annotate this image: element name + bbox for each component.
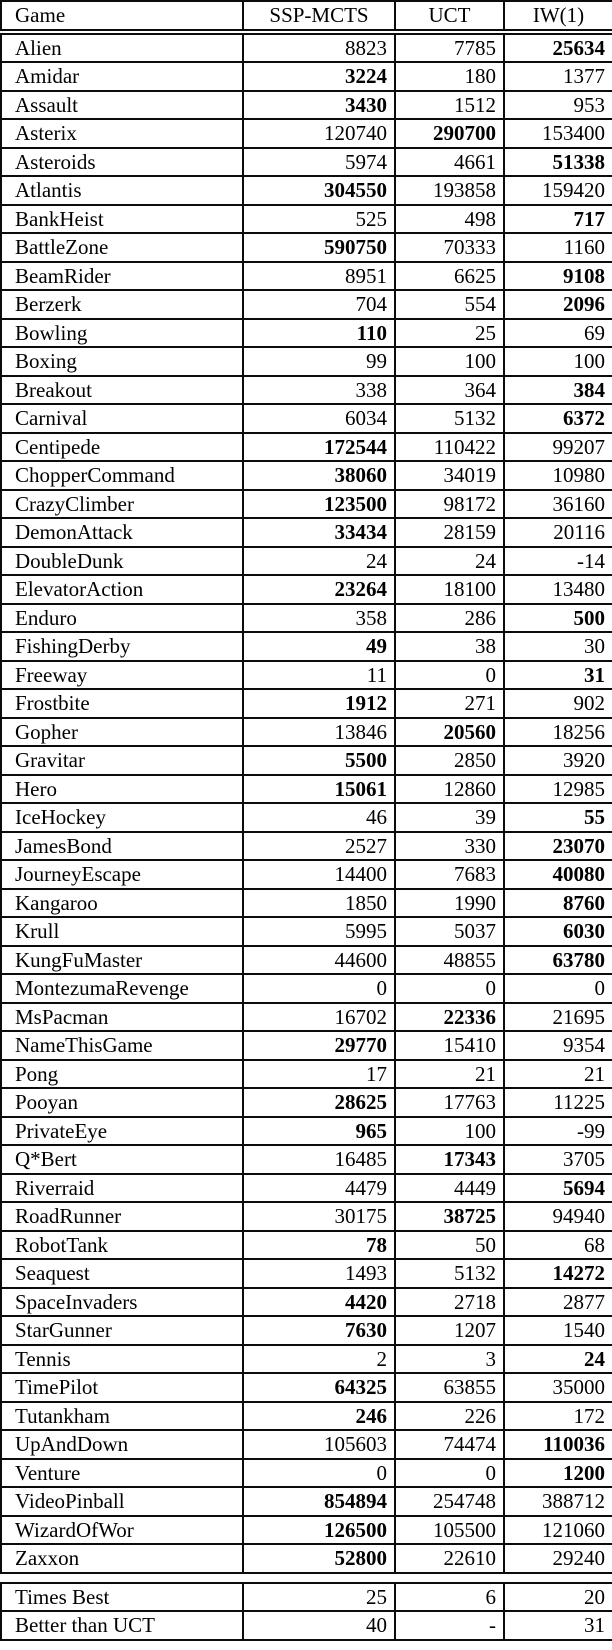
score-cell-iw-1: 40080 (504, 860, 612, 889)
game-name-cell: Amidar (1, 62, 243, 91)
score-cell-uct: 290700 (395, 119, 504, 148)
score-cell-iw-1: 153400 (504, 119, 612, 148)
score-cell-iw-1: 21 (504, 1060, 612, 1089)
score-cell-uct: 271 (395, 689, 504, 718)
score-cell-iw-1: 9108 (504, 262, 612, 291)
score-cell-iw-1: 14272 (504, 1259, 612, 1288)
score-cell-uct: 20560 (395, 718, 504, 747)
game-name-cell: Pong (1, 1060, 243, 1089)
table-row (1, 1231, 612, 1260)
score-cell-uct: 50 (395, 1231, 504, 1260)
game-name-cell: SpaceInvaders (1, 1288, 243, 1317)
score-cell-ssp-mcts: 1912 (243, 689, 395, 718)
game-name-cell: Boxing (1, 347, 243, 376)
score-cell-ssp-mcts: 338 (243, 376, 395, 405)
score-cell-iw-1: 25634 (504, 34, 612, 63)
table-row (1, 974, 612, 1003)
game-name-cell: VideoPinball (1, 1487, 243, 1516)
table-row (1, 803, 612, 832)
table-row (1, 1402, 612, 1431)
score-cell-uct: 5037 (395, 917, 504, 946)
game-name-cell: MontezumaRevenge (1, 974, 243, 1003)
score-cell-uct: 100 (395, 1117, 504, 1146)
game-name-cell: Freeway (1, 661, 243, 690)
score-cell-uct: 6625 (395, 262, 504, 291)
table-row (1, 91, 612, 120)
game-name-cell: NameThisGame (1, 1031, 243, 1060)
game-name-cell: Asteroids (1, 148, 243, 177)
game-name-cell: Assault (1, 91, 243, 120)
score-cell-uct: 21 (395, 1060, 504, 1089)
summary-row (1, 1583, 612, 1612)
table-row (1, 290, 612, 319)
table-row (1, 404, 612, 433)
score-cell-uct: 1207 (395, 1316, 504, 1345)
score-cell-ssp-mcts: 7630 (243, 1316, 395, 1345)
score-cell-ssp-mcts: 52800 (243, 1544, 395, 1573)
score-cell-uct: 22610 (395, 1544, 504, 1573)
score-cell-uct: 4661 (395, 148, 504, 177)
table-row (1, 689, 612, 718)
score-cell-uct: 554 (395, 290, 504, 319)
table-row (1, 889, 612, 918)
score-cell-ssp-mcts: 15061 (243, 775, 395, 804)
score-cell-uct: 3 (395, 1345, 504, 1374)
table-row (1, 34, 612, 63)
game-name-cell: Tutankham (1, 1402, 243, 1431)
score-cell-ssp-mcts: 44600 (243, 946, 395, 975)
game-name-cell: UpAndDown (1, 1430, 243, 1459)
score-cell-uct: 98172 (395, 490, 504, 519)
table-row (1, 661, 612, 690)
game-name-cell: WizardOfWor (1, 1516, 243, 1545)
score-cell-iw-1: 172 (504, 1402, 612, 1431)
score-cell-uct: 7683 (395, 860, 504, 889)
score-cell-uct: 2718 (395, 1288, 504, 1317)
score-cell-iw-1: 99207 (504, 433, 612, 462)
table-row (1, 1345, 612, 1374)
score-cell-iw-1: 31 (504, 661, 612, 690)
table-row (1, 205, 612, 234)
score-cell-iw-1: -99 (504, 1117, 612, 1146)
score-cell-ssp-mcts: 17 (243, 1060, 395, 1089)
table-row (1, 1202, 612, 1231)
table-row (1, 1544, 612, 1573)
score-cell-iw-1: 20 (504, 1583, 612, 1612)
score-cell-ssp-mcts: 46 (243, 803, 395, 832)
summary-label-cell: Times Best (1, 1583, 243, 1612)
score-cell-ssp-mcts: 33434 (243, 518, 395, 547)
game-name-cell: JourneyEscape (1, 860, 243, 889)
table-row (1, 461, 612, 490)
column-header-game: Game (1, 1, 243, 30)
score-cell-uct: 48855 (395, 946, 504, 975)
score-cell-uct: 34019 (395, 461, 504, 490)
score-cell-iw-1: 717 (504, 205, 612, 234)
score-cell-ssp-mcts: 126500 (243, 1516, 395, 1545)
score-cell-ssp-mcts: 246 (243, 1402, 395, 1431)
score-cell-ssp-mcts: 14400 (243, 860, 395, 889)
game-name-cell: RoadRunner (1, 1202, 243, 1231)
game-name-cell: Asterix (1, 119, 243, 148)
score-cell-ssp-mcts: 0 (243, 974, 395, 1003)
score-cell-ssp-mcts: 4420 (243, 1288, 395, 1317)
score-cell-iw-1: 110036 (504, 1430, 612, 1459)
score-cell-uct: 18100 (395, 575, 504, 604)
score-cell-uct: 2850 (395, 746, 504, 775)
table-row (1, 860, 612, 889)
summary-row (1, 1611, 612, 1640)
score-cell-uct: 15410 (395, 1031, 504, 1060)
score-cell-ssp-mcts: 16702 (243, 1003, 395, 1032)
game-name-cell: BankHeist (1, 205, 243, 234)
game-name-cell: Seaquest (1, 1259, 243, 1288)
score-cell-uct: 17343 (395, 1145, 504, 1174)
score-cell-uct: 100 (395, 347, 504, 376)
score-cell-uct: 74474 (395, 1430, 504, 1459)
score-cell-uct: 38725 (395, 1202, 504, 1231)
table-row (1, 233, 612, 262)
game-name-cell: Kangaroo (1, 889, 243, 918)
score-cell-uct: 12860 (395, 775, 504, 804)
score-cell-iw-1: 3705 (504, 1145, 612, 1174)
score-cell-ssp-mcts: 23264 (243, 575, 395, 604)
score-cell-iw-1: 902 (504, 689, 612, 718)
score-cell-ssp-mcts: 13846 (243, 718, 395, 747)
score-cell-iw-1: 6030 (504, 917, 612, 946)
summary-section-gap (0, 1574, 612, 1582)
table-row (1, 319, 612, 348)
table-row (1, 575, 612, 604)
score-cell-ssp-mcts: 78 (243, 1231, 395, 1260)
score-cell-iw-1: 5694 (504, 1174, 612, 1203)
score-cell-uct: 38 (395, 632, 504, 661)
table-row (1, 718, 612, 747)
score-cell-uct: 226 (395, 1402, 504, 1431)
game-name-cell: Krull (1, 917, 243, 946)
score-cell-ssp-mcts: 172544 (243, 433, 395, 462)
score-cell-iw-1: 23070 (504, 832, 612, 861)
table-row (1, 262, 612, 291)
score-cell-uct: 24 (395, 547, 504, 576)
summary-label-cell: Better than UCT (1, 1611, 243, 1640)
score-cell-iw-1: 63780 (504, 946, 612, 975)
table-row (1, 917, 612, 946)
table-row (1, 490, 612, 519)
score-cell-iw-1: 24 (504, 1345, 612, 1374)
game-name-cell: PrivateEye (1, 1117, 243, 1146)
score-cell-ssp-mcts: 123500 (243, 490, 395, 519)
score-cell-ssp-mcts: 304550 (243, 176, 395, 205)
table-row (1, 62, 612, 91)
table-row (1, 1174, 612, 1203)
score-cell-iw-1: 55 (504, 803, 612, 832)
score-cell-uct: 180 (395, 62, 504, 91)
score-cell-ssp-mcts: 28625 (243, 1088, 395, 1117)
score-cell-iw-1: 35000 (504, 1373, 612, 1402)
score-cell-ssp-mcts: 16485 (243, 1145, 395, 1174)
score-cell-uct: 0 (395, 661, 504, 690)
table-row (1, 1316, 612, 1345)
score-cell-iw-1: 94940 (504, 1202, 612, 1231)
score-cell-iw-1: 1377 (504, 62, 612, 91)
score-cell-ssp-mcts: 30175 (243, 1202, 395, 1231)
game-name-cell: Gopher (1, 718, 243, 747)
score-cell-ssp-mcts: 40 (243, 1611, 395, 1640)
score-cell-iw-1: 100 (504, 347, 612, 376)
game-name-cell: Centipede (1, 433, 243, 462)
score-cell-iw-1: 0 (504, 974, 612, 1003)
score-cell-uct: 4449 (395, 1174, 504, 1203)
game-name-cell: CrazyClimber (1, 490, 243, 519)
score-cell-ssp-mcts: 525 (243, 205, 395, 234)
table-row (1, 746, 612, 775)
score-cell-iw-1: 1200 (504, 1459, 612, 1488)
score-cell-ssp-mcts: 11 (243, 661, 395, 690)
score-cell-ssp-mcts: 24 (243, 547, 395, 576)
game-name-cell: Carnival (1, 404, 243, 433)
score-cell-uct: 0 (395, 1459, 504, 1488)
score-cell-uct: 70333 (395, 233, 504, 262)
game-name-cell: Bowling (1, 319, 243, 348)
score-cell-ssp-mcts: 8823 (243, 34, 395, 63)
score-cell-uct: 364 (395, 376, 504, 405)
game-name-cell: DoubleDunk (1, 547, 243, 576)
score-cell-ssp-mcts: 120740 (243, 119, 395, 148)
score-cell-ssp-mcts: 2 (243, 1345, 395, 1374)
column-header-iw-1: IW(1) (504, 1, 612, 30)
game-name-cell: Berzerk (1, 290, 243, 319)
table-row (1, 604, 612, 633)
table-row (1, 1117, 612, 1146)
score-cell-iw-1: 1160 (504, 233, 612, 262)
game-name-cell: Tennis (1, 1345, 243, 1374)
game-name-cell: Riverraid (1, 1174, 243, 1203)
table-row (1, 775, 612, 804)
score-cell-uct: 254748 (395, 1487, 504, 1516)
score-cell-ssp-mcts: 64325 (243, 1373, 395, 1402)
score-cell-iw-1: 6372 (504, 404, 612, 433)
game-name-cell: StarGunner (1, 1316, 243, 1345)
table-row (1, 119, 612, 148)
table-row (1, 1430, 612, 1459)
score-cell-uct: 5132 (395, 1259, 504, 1288)
table-row (1, 176, 612, 205)
score-cell-uct: 28159 (395, 518, 504, 547)
table-row (1, 347, 612, 376)
score-cell-uct: 5132 (395, 404, 504, 433)
score-cell-ssp-mcts: 110 (243, 319, 395, 348)
score-cell-iw-1: 159420 (504, 176, 612, 205)
score-cell-iw-1: -14 (504, 547, 612, 576)
game-name-cell: BattleZone (1, 233, 243, 262)
score-cell-iw-1: 388712 (504, 1487, 612, 1516)
score-cell-iw-1: 8760 (504, 889, 612, 918)
score-cell-iw-1: 953 (504, 91, 612, 120)
score-cell-uct: 286 (395, 604, 504, 633)
game-name-cell: KungFuMaster (1, 946, 243, 975)
score-cell-uct: 7785 (395, 34, 504, 63)
summary-table (0, 1582, 612, 1641)
game-name-cell: Gravitar (1, 746, 243, 775)
score-cell-ssp-mcts: 1493 (243, 1259, 395, 1288)
score-cell-uct: - (395, 1611, 504, 1640)
score-cell-uct: 0 (395, 974, 504, 1003)
score-cell-iw-1: 10980 (504, 461, 612, 490)
score-cell-uct: 17763 (395, 1088, 504, 1117)
table-row (1, 1487, 612, 1516)
table-row (1, 518, 612, 547)
score-cell-ssp-mcts: 3224 (243, 62, 395, 91)
column-header-uct: UCT (395, 1, 504, 30)
column-header-ssp-mcts: SSP-MCTS (243, 1, 395, 30)
game-name-cell: ElevatorAction (1, 575, 243, 604)
score-cell-ssp-mcts: 25 (243, 1583, 395, 1612)
score-cell-ssp-mcts: 8951 (243, 262, 395, 291)
score-cell-uct: 6 (395, 1583, 504, 1612)
score-cell-uct: 110422 (395, 433, 504, 462)
score-cell-iw-1: 121060 (504, 1516, 612, 1545)
table-row (1, 946, 612, 975)
table-row (1, 1288, 612, 1317)
score-cell-uct: 105500 (395, 1516, 504, 1545)
table-row (1, 632, 612, 661)
score-cell-ssp-mcts: 29770 (243, 1031, 395, 1060)
header-row (1, 1, 612, 30)
table-row (1, 1145, 612, 1174)
score-cell-ssp-mcts: 965 (243, 1117, 395, 1146)
score-cell-ssp-mcts: 6034 (243, 404, 395, 433)
table-row (1, 376, 612, 405)
score-cell-ssp-mcts: 5500 (243, 746, 395, 775)
game-name-cell: DemonAttack (1, 518, 243, 547)
score-cell-ssp-mcts: 105603 (243, 1430, 395, 1459)
score-cell-ssp-mcts: 1850 (243, 889, 395, 918)
table-row (1, 547, 612, 576)
score-cell-iw-1: 36160 (504, 490, 612, 519)
score-cell-iw-1: 9354 (504, 1031, 612, 1060)
game-name-cell: Breakout (1, 376, 243, 405)
score-cell-iw-1: 2096 (504, 290, 612, 319)
game-name-cell: Pooyan (1, 1088, 243, 1117)
score-cell-ssp-mcts: 358 (243, 604, 395, 633)
score-cell-iw-1: 29240 (504, 1544, 612, 1573)
score-cell-iw-1: 31 (504, 1611, 612, 1640)
score-cell-iw-1: 18256 (504, 718, 612, 747)
score-cell-ssp-mcts: 2527 (243, 832, 395, 861)
score-cell-ssp-mcts: 4479 (243, 1174, 395, 1203)
score-cell-iw-1: 68 (504, 1231, 612, 1260)
score-cell-iw-1: 384 (504, 376, 612, 405)
game-name-cell: BeamRider (1, 262, 243, 291)
score-cell-ssp-mcts: 49 (243, 632, 395, 661)
score-cell-iw-1: 69 (504, 319, 612, 348)
game-name-cell: MsPacman (1, 1003, 243, 1032)
score-cell-uct: 1990 (395, 889, 504, 918)
score-cell-ssp-mcts: 38060 (243, 461, 395, 490)
game-name-cell: IceHockey (1, 803, 243, 832)
score-cell-ssp-mcts: 3430 (243, 91, 395, 120)
score-cell-uct: 193858 (395, 176, 504, 205)
score-cell-iw-1: 51338 (504, 148, 612, 177)
score-cell-uct: 22336 (395, 1003, 504, 1032)
table-row (1, 1459, 612, 1488)
table-row (1, 1259, 612, 1288)
game-name-cell: Enduro (1, 604, 243, 633)
game-name-cell: TimePilot (1, 1373, 243, 1402)
score-cell-ssp-mcts: 5974 (243, 148, 395, 177)
game-name-cell: ChopperCommand (1, 461, 243, 490)
table-row (1, 1031, 612, 1060)
table-row (1, 433, 612, 462)
score-cell-ssp-mcts: 99 (243, 347, 395, 376)
game-name-cell: FishingDerby (1, 632, 243, 661)
score-cell-uct: 25 (395, 319, 504, 348)
score-cell-iw-1: 13480 (504, 575, 612, 604)
score-cell-iw-1: 11225 (504, 1088, 612, 1117)
score-cell-iw-1: 1540 (504, 1316, 612, 1345)
score-cell-ssp-mcts: 590750 (243, 233, 395, 262)
game-name-cell: Alien (1, 34, 243, 63)
score-cell-ssp-mcts: 854894 (243, 1487, 395, 1516)
results-table-header (0, 0, 612, 31)
score-cell-iw-1: 12985 (504, 775, 612, 804)
score-cell-iw-1: 500 (504, 604, 612, 633)
table-row (1, 1088, 612, 1117)
table-row (1, 1373, 612, 1402)
score-cell-uct: 330 (395, 832, 504, 861)
game-name-cell: JamesBond (1, 832, 243, 861)
score-cell-iw-1: 21695 (504, 1003, 612, 1032)
game-name-cell: RobotTank (1, 1231, 243, 1260)
score-cell-ssp-mcts: 0 (243, 1459, 395, 1488)
game-name-cell: Zaxxon (1, 1544, 243, 1573)
game-name-cell: Venture (1, 1459, 243, 1488)
game-name-cell: Hero (1, 775, 243, 804)
score-cell-ssp-mcts: 704 (243, 290, 395, 319)
game-name-cell: Atlantis (1, 176, 243, 205)
score-cell-uct: 63855 (395, 1373, 504, 1402)
score-cell-iw-1: 30 (504, 632, 612, 661)
score-cell-uct: 39 (395, 803, 504, 832)
score-cell-iw-1: 3920 (504, 746, 612, 775)
results-table (0, 33, 612, 1574)
table-row (1, 1003, 612, 1032)
score-cell-ssp-mcts: 5995 (243, 917, 395, 946)
table-row (1, 832, 612, 861)
table-row (1, 1516, 612, 1545)
game-name-cell: Q*Bert (1, 1145, 243, 1174)
score-cell-uct: 1512 (395, 91, 504, 120)
score-cell-iw-1: 2877 (504, 1288, 612, 1317)
table-row (1, 148, 612, 177)
game-name-cell: Frostbite (1, 689, 243, 718)
score-cell-iw-1: 20116 (504, 518, 612, 547)
table-row (1, 1060, 612, 1089)
score-cell-uct: 498 (395, 205, 504, 234)
